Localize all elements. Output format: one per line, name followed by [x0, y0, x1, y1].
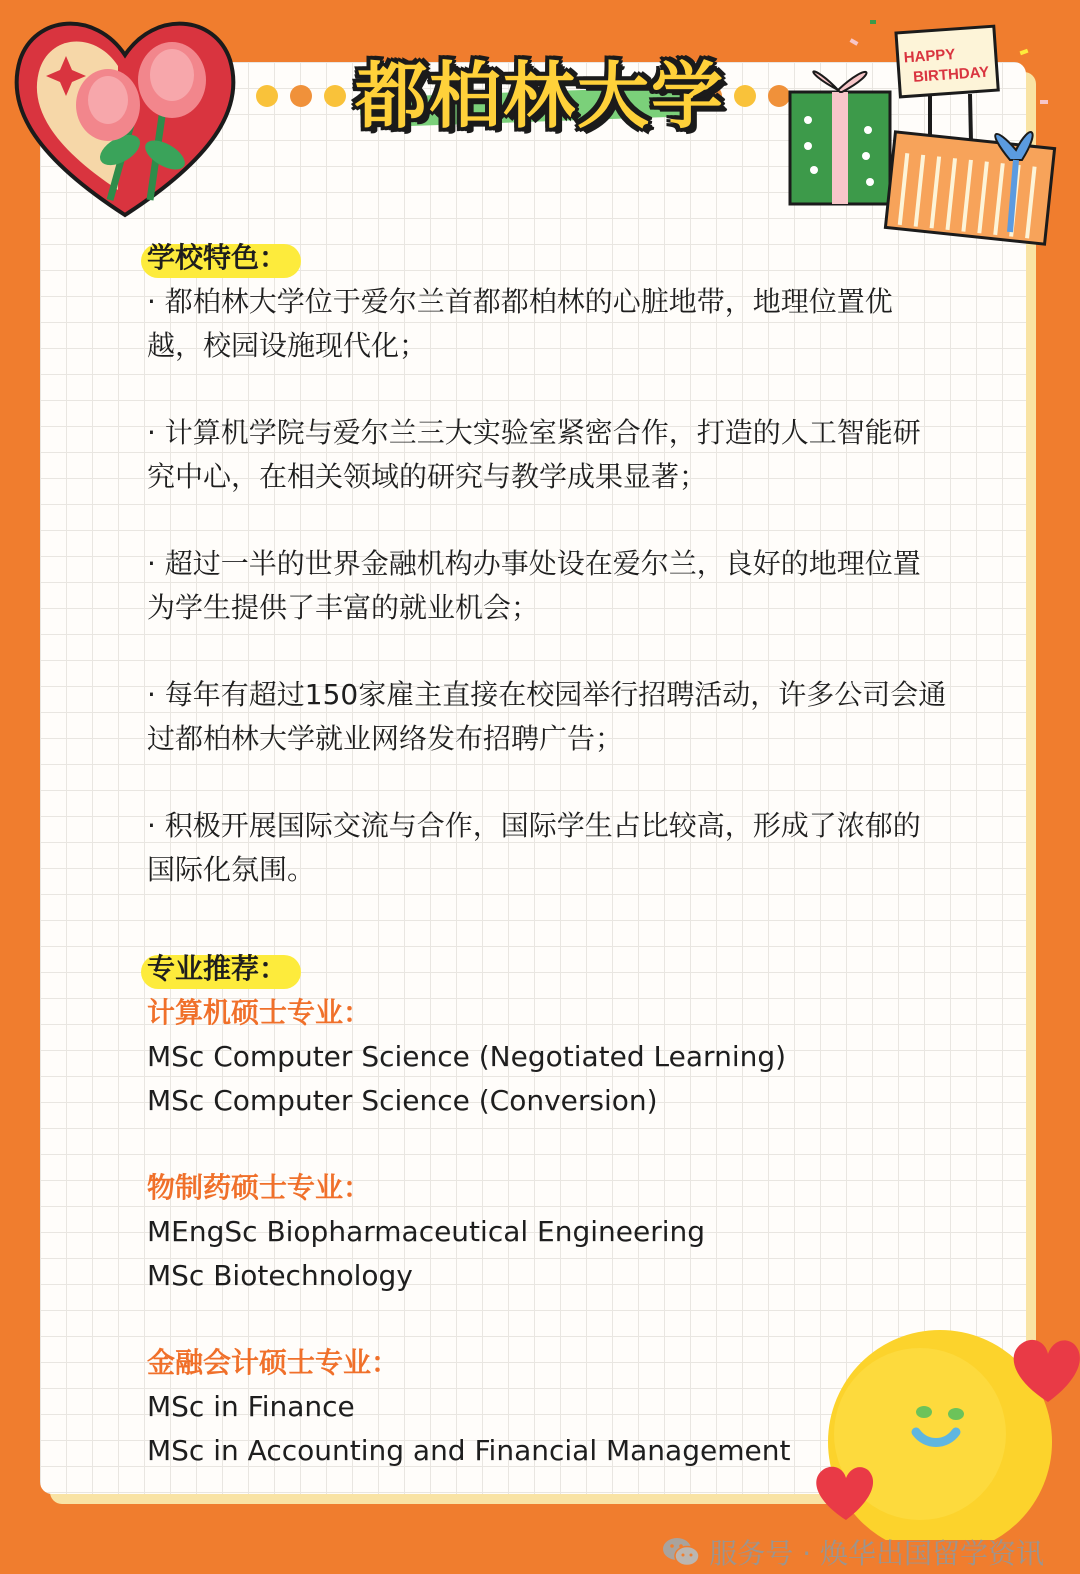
program-item: MEngSc Biopharmaceutical Engineering: [147, 1215, 706, 1248]
majors-label: 专业推荐：: [147, 947, 287, 991]
program-item: MSc Biotechnology: [147, 1259, 413, 1292]
program-item: MSc in Finance: [147, 1390, 355, 1423]
program-item: MSc Computer Science (Negotiated Learning): [147, 1040, 787, 1073]
main-content: [147, 236, 947, 1516]
title-block: [300, 30, 780, 140]
heart-roses-icon: [0, 0, 250, 230]
page-title: 都柏林大学: [354, 54, 725, 138]
feature-item-4: · 每年有超过150家雇主直接在校园举行招聘活动，许多公司会通过都柏林大学就业网络发布招聘广告；: [147, 678, 947, 755]
wechat-icon: [661, 1536, 701, 1568]
sign-line1: HAPPY: [903, 45, 956, 67]
major-group-computing: [147, 991, 947, 1123]
feature-item-1: · 都柏林大学位于爱尔兰首都都柏林的心脏地带，地理位置优越，校园设施现代化；: [147, 285, 893, 362]
major-group-biopharma: [147, 1166, 947, 1298]
watermark-text: 服务号 · 焕华出国留学资讯: [709, 1537, 1044, 1570]
birthday-gifts-icon: [780, 10, 1080, 250]
major-group-label: 物制药硕士专业：: [147, 1171, 372, 1204]
feature-item-5: · 积极开展国际交流与合作，国际学生占比较高，形成了浓郁的国际化氛围。: [147, 809, 921, 886]
smiley-sun-icon: [800, 1330, 1080, 1540]
program-item: MSc Computer Science (Conversion): [147, 1084, 658, 1117]
feature-item-3: · 超过一半的世界金融机构办事处设在爱尔兰，良好的地理位置为学生提供了丰富的就业机会；: [147, 547, 921, 624]
major-group-label: 金融会计硕士专业：: [147, 1346, 400, 1379]
watermark: [661, 1530, 1044, 1574]
features-label: 学校特色：: [147, 236, 287, 280]
feature-item-2: · 计算机学院与爱尔兰三大实验室紧密合作，打造的人工智能研究中心，在相关领域的研究与教学成果显著；: [147, 416, 921, 493]
major-group-label: 计算机硕士专业：: [147, 996, 372, 1029]
program-item: MSc in Accounting and Financial Management: [147, 1434, 791, 1467]
sign-line2: BIRTHDAY: [912, 63, 990, 86]
